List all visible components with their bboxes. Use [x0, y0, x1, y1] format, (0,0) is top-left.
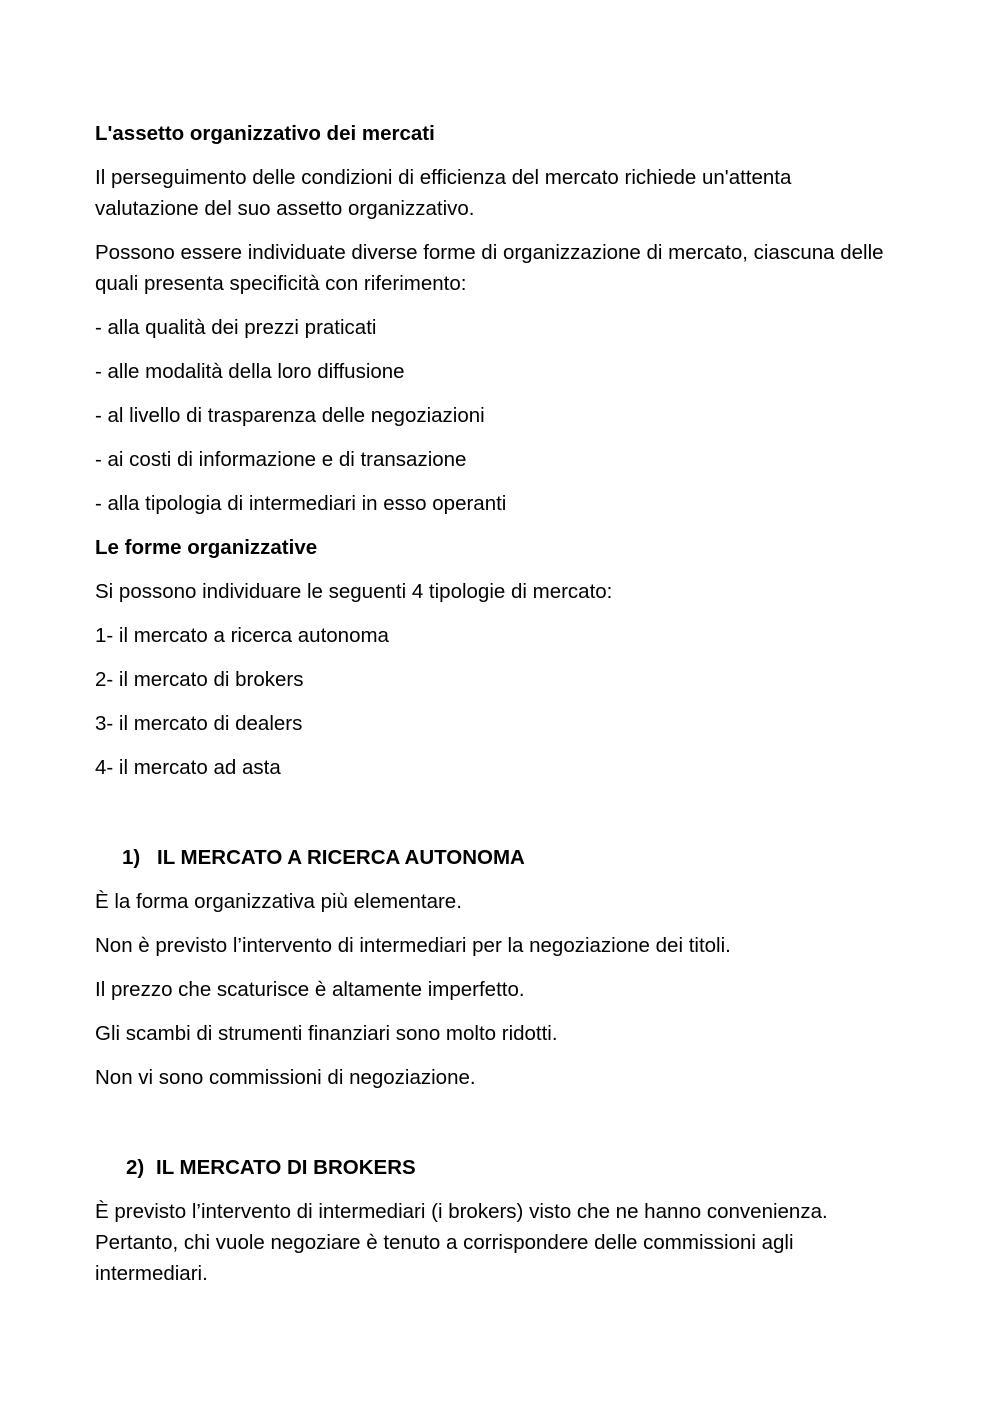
heading-number: 1)	[122, 846, 141, 869]
list-item: - al livello di trasparenza delle negoziazioni	[95, 404, 485, 427]
paragraph-tipologie: Si possono individuare le seguenti 4 tipologie di mercato:	[95, 580, 613, 603]
section-title-forme: Le forme organizzative	[95, 536, 318, 559]
section-title-assetto: L'assetto organizzativo dei mercati	[95, 122, 435, 145]
paragraph-line: È la forma organizzativa più elementare.	[95, 890, 462, 913]
paragraph-brokers: È previsto l’intervento di intermediari (i brokers) visto che ne hanno convenienza. Pertanto, chi vuole negoziare è tenuto a corrispondere delle commissioni agli intermediari.	[95, 1200, 828, 1285]
paragraph-line: Il prezzo che scaturisce è altamente imperfetto.	[95, 978, 525, 1001]
document-page	[95, 118, 895, 1302]
heading-brokers	[95, 1152, 895, 1183]
list-item: 2- il mercato di brokers	[95, 668, 304, 691]
list-item: 4- il mercato ad asta	[95, 756, 281, 779]
list-item: - alla qualità dei prezzi praticati	[95, 316, 377, 339]
list-item: - alle modalità della loro diffusione	[95, 360, 405, 383]
heading-text: IL MERCATO A RICERCA AUTONOMA	[157, 846, 525, 869]
paragraph-efficienza: Il perseguimento delle condizioni di efficienza del mercato richiede un'attenta valutazione del suo assetto organizzativo.	[95, 166, 792, 220]
heading-ricerca-autonoma	[95, 842, 895, 873]
spacer	[95, 796, 895, 842]
spacer	[95, 1106, 895, 1152]
paragraph-line: Gli scambi di strumenti finanziari sono molto ridotti.	[95, 1022, 558, 1045]
heading-number: 2)	[126, 1156, 145, 1179]
list-item: 3- il mercato di dealers	[95, 712, 303, 735]
paragraph-line: Non vi sono commissioni di negoziazione.	[95, 1066, 476, 1089]
paragraph-line: Non è previsto l’intervento di intermediari per la negoziazione dei titoli.	[95, 934, 731, 957]
list-item: - ai costi di informazione e di transazione	[95, 448, 467, 471]
list-item: 1- il mercato a ricerca autonoma	[95, 624, 389, 647]
paragraph-forme: Possono essere individuate diverse forme di organizzazione di mercato, ciascuna delle quali presenta specificità con riferimento:	[95, 241, 884, 295]
list-item: - alla tipologia di intermediari in esso operanti	[95, 492, 507, 515]
heading-text: IL MERCATO DI BROKERS	[156, 1156, 416, 1179]
